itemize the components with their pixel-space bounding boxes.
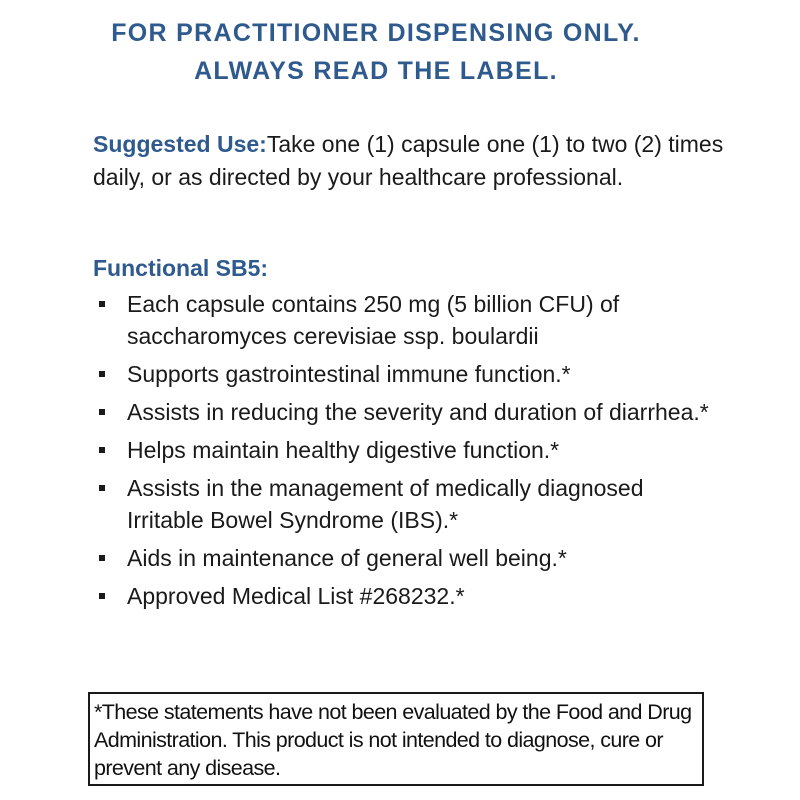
bullet-icon [99, 593, 105, 599]
suggested-use-heading: Suggested Use: [93, 131, 267, 157]
header-line-read-label: ALWAYS READ THE LABEL. [194, 57, 558, 85]
list-item [93, 580, 723, 612]
suggested-use-section [93, 128, 733, 194]
bullet-icon [99, 555, 105, 561]
disclaimer-text: *These statements have not been evaluated by the Food and Drug Administration. This product is not intended to diagnose, cure or prevent any disease. [94, 700, 692, 780]
list-item-text: Assists in reducing the severity and duration of diarrhea.* [127, 399, 709, 425]
header-line-dispensing: FOR PRACTITIONER DISPENSING ONLY. [111, 19, 641, 47]
bullet-icon [99, 485, 105, 491]
list-item-text: Assists in the management of medically diagnosed Irritable Bowel Syndrome (IBS).* [127, 475, 644, 533]
list-item [93, 542, 723, 574]
suggested-use-text: Take one (1) capsule one (1) to two (2) times daily, or as directed by your healthcare professional. [93, 131, 724, 190]
bullet-icon [99, 409, 105, 415]
functional-heading: Functional SB5: [93, 255, 269, 281]
bullet-icon [99, 371, 105, 377]
bullet-icon [99, 447, 105, 453]
list-item [93, 288, 723, 352]
label-header [0, 14, 752, 90]
list-item-text: Each capsule contains 250 mg (5 billion CFU) of saccharomyces cerevisiae ssp. boulardii [127, 291, 620, 349]
list-item [93, 358, 723, 390]
functional-list [93, 288, 723, 618]
list-item [93, 434, 723, 466]
list-item-text: Approved Medical List #268232.* [127, 583, 465, 609]
list-item [93, 396, 723, 428]
list-item [93, 472, 723, 536]
fda-disclaimer-box [88, 692, 704, 786]
list-item-text: Helps maintain healthy digestive function.* [127, 437, 560, 463]
bullet-icon [99, 301, 105, 307]
list-item-text: Aids in maintenance of general well being.* [127, 545, 567, 571]
list-item-text: Supports gastrointestinal immune function.* [127, 361, 571, 387]
